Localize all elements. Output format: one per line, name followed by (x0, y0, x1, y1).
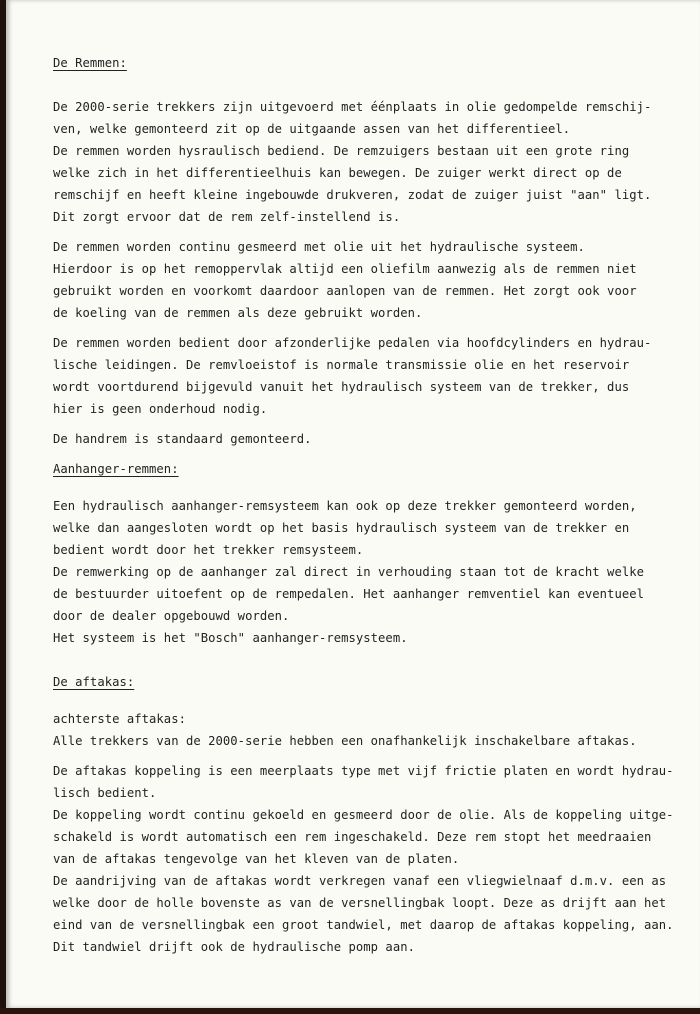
paragraph (53, 428, 693, 450)
paragraph (53, 96, 693, 228)
text-line: eind van de versnellingbak een groot tandwiel, met daarop de aftakas koppeling, aan. (53, 918, 674, 932)
text-line: De 2000-serie trekkers zijn uitgevoerd met éénplaats in olie gedompelde remschij- (53, 100, 652, 114)
text-line: De remmen worden hysraulisch bediend. De remzuigers bestaan uit een grote ring (53, 144, 630, 158)
text-line: van de aftakas tengevolge van het kleven van de platen. (53, 852, 460, 866)
document-page (6, 0, 700, 1008)
text-line: Dit zorgt ervoor dat de rem zelf-instellend is. (53, 210, 401, 224)
text-line: hier is geen onderhoud nodig. (53, 402, 268, 416)
text-line: bedient wordt door het trekker remsysteem. (53, 543, 364, 557)
text-line: door de dealer opgebouwd worden. (53, 609, 290, 623)
paragraph (53, 760, 693, 958)
text-line: Een hydraulisch aanhanger-remsysteem kan ook op deze trekker gemonteerd worden, (53, 499, 637, 513)
text-line: wordt voortdurend bijgevuld vanuit het hydraulisch systeem van de trekker, dus (53, 380, 630, 394)
document-text (53, 52, 693, 958)
text-line: remschijf en heeft kleine ingebouwde drukveren, zodat de zuiger juist "aan" ligt. (53, 188, 652, 202)
section-heading-aftakas: De aftakas: (53, 675, 135, 689)
text-line: welke zich in het differentieelhuis kan bewegen. De zuiger werkt direct op de (53, 166, 622, 180)
text-line: De koppeling wordt continu gekoeld en gesmeerd door de olie. Als de koppeling uitge- (53, 808, 674, 822)
text-line: lische leidingen. De remvloeistof is normale transmissie olie en het reservoir (53, 358, 630, 372)
section-heading-aanhanger-remmen: Aanhanger-remmen: (53, 462, 179, 476)
text-line: welke door de holle bovenste as van de versnellingbak loopt. Deze as drijft aan het (53, 896, 667, 910)
text-line: welke dan aangesloten wordt op het basis hydraulisch systeem van de trekker en (53, 521, 630, 535)
paragraph (53, 332, 693, 420)
section-heading-remmen: De Remmen: (53, 56, 127, 70)
text-line: lisch bedient. (53, 786, 157, 800)
text-line: De remmen worden continu gesmeerd met olie uit het hydraulische systeem. (53, 240, 585, 254)
text-line: De aftakas koppeling is een meerplaats type met vijf frictie platen en wordt hydrau- (53, 764, 674, 778)
text-line: De aandrijving van de aftakas wordt verkregen vanaf een vliegwielnaaf d.m.v. een as (53, 874, 667, 888)
paragraph (53, 708, 693, 752)
text-line: achterste aftakas: (53, 712, 186, 726)
text-line: ven, welke gemonteerd zit op de uitgaande assen van het differentieel. (53, 122, 571, 136)
text-line: gebruikt worden en voorkomt daardoor aanlopen van de remmen. Het zorgt ook voor (53, 284, 637, 298)
paragraph (53, 495, 693, 649)
text-line: De handrem is standaard gemonteerd. (53, 432, 312, 446)
text-line: Het systeem is het "Bosch" aanhanger-remsysteem. (53, 631, 408, 645)
text-line: De remmen worden bedient door afzonderlijke pedalen via hoofdcylinders en hydrau- (53, 336, 652, 350)
text-line: de bestuurder uitoefent op de rempedalen. Het aanhanger remventiel kan eventueel (53, 587, 644, 601)
text-line: schakeld is wordt automatisch een rem ingeschakeld. Deze rem stopt het meedraaien (53, 830, 652, 844)
text-line: Hierdoor is op het remoppervlak altijd een oliefilm aanwezig als de remmen niet (53, 262, 637, 276)
text-line: Dit tandwiel drijft ook de hydraulische pomp aan. (53, 940, 415, 954)
text-line: De remwerking op de aanhanger zal direct in verhouding staan tot de kracht welke (53, 565, 644, 579)
text-line: Alle trekkers van de 2000-serie hebben een onafhankelijk inschakelbare aftakas. (53, 734, 637, 748)
text-line: de koeling van de remmen als deze gebruikt worden. (53, 306, 423, 320)
page-bottom-edge (0, 1008, 700, 1014)
paragraph (53, 236, 693, 324)
